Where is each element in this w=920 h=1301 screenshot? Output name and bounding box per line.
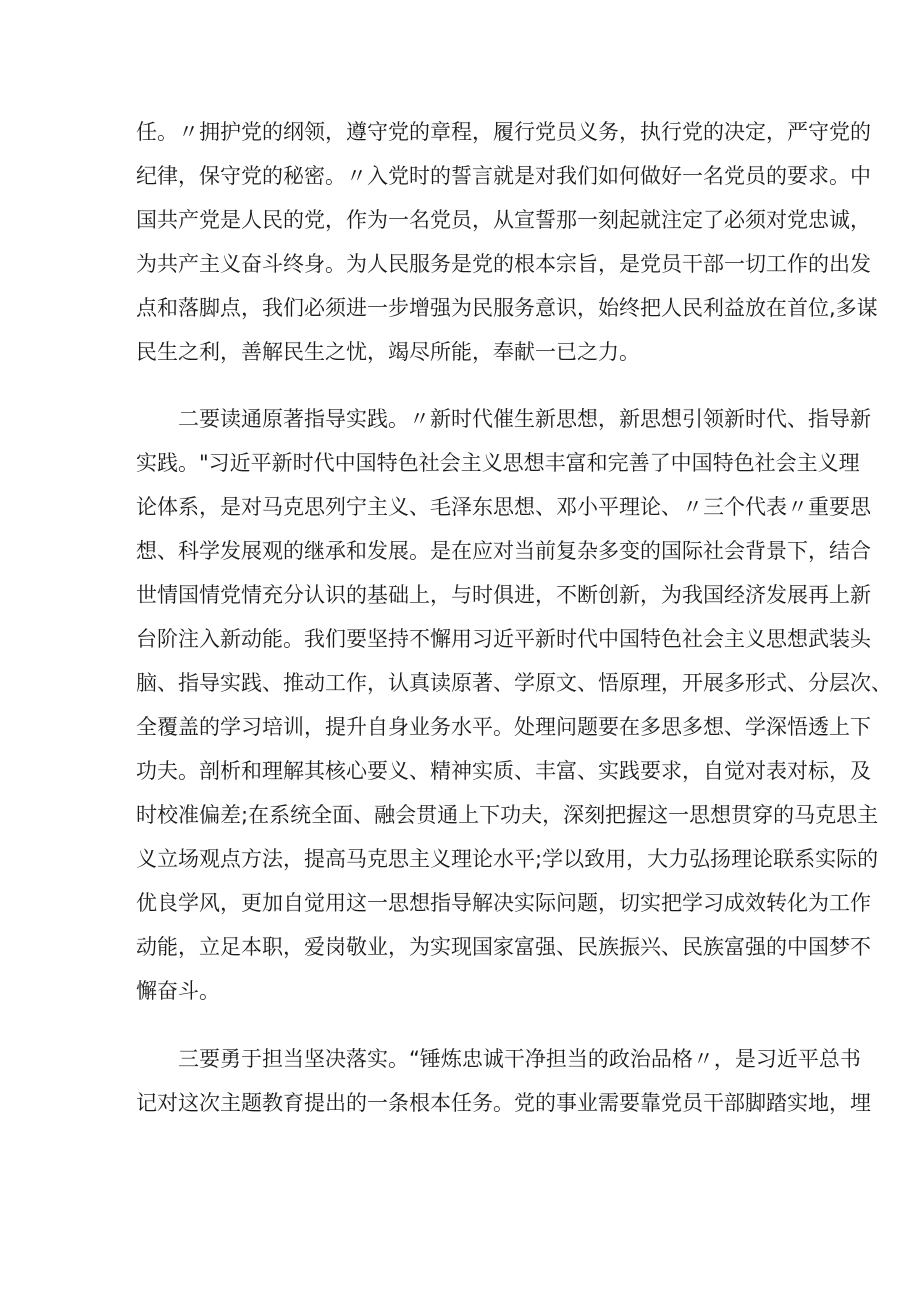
paragraph-line: 记对这次主题教育提出的一条根本任务。党的事业需要靠党员干部脚踏实地，埋 (136, 1091, 871, 1115)
paragraph-line: 动能，立足本职，爱岗敬业，为实现国家富强、民族振兴、民族富强的中国梦不 (136, 935, 871, 959)
paragraph-line: 世情国情党情充分认识的基础上，与时俱进，不断创新，为我国经济发展再上新 (136, 583, 871, 607)
paragraph-line: 纪律，保守党的秘密。〃入党时的誓言就是对我们如何做好一名党员的要求。中 (136, 164, 871, 188)
paragraph-line: 时校准偏差;在系统全面、融会贯通上下功夫，深刻把握这一思想贯穿的马克思主 (136, 803, 879, 827)
paragraph-line: 二要读通原著指导实践。〃新时代催生新思想，新思想引领新时代、指导新 (178, 407, 871, 431)
paragraph-line: 点和落脚点，我们必须进一步增强为民服务意识，始终把人民利益放在首位,多谋 (136, 296, 878, 320)
paragraph-line: 懈奋斗。 (136, 979, 220, 1003)
paragraph-line: 全覆盖的学习培训，提升自身业务水平。处理问题要在多思多想、学深悟透上下 (136, 715, 871, 739)
paragraph-line: 民生之利，善解民生之忧，竭尽所能，奉献一已之力。 (136, 340, 640, 364)
paragraph-line: 功夫。剖析和理解其核心要义、精神实质、丰富、实践要求，自觉对表对标，及 (136, 759, 871, 783)
paragraph-line: 想、科学发展观的继承和发展。是在应对当前复杂多变的国际社会背景下，结合 (136, 539, 871, 563)
paragraph-line: 国共产党是人民的党，作为一名党员，从宣誓那一刻起就注定了必须对党忠诚， (136, 208, 871, 232)
paragraph-line: 实践。"习近平新时代中国特色社会主义思想丰富和完善了中国特色社会主义理 (136, 451, 860, 475)
paragraph-line: 脑、指导实践、推动工作，认真读原著、学原文、悟原理，开展多形式、分层次、 (136, 671, 892, 695)
paragraph-line: 为共产主义奋斗终身。为人民服务是党的根本宗旨，是党员干部一切工作的出发 (136, 252, 871, 276)
paragraph-line: 义立场观点方法，提高马克思主义理论水平;学以致用，大力弘扬理论联系实际的 (136, 847, 879, 871)
paragraph-line: 论体系，是对马克思列宁主义、毛泽东思想、邓小平理论、〃三个代表〃重要思 (136, 495, 871, 519)
paragraph-line: 台阶注入新动能。我们要坚持不懈用习近平新时代中国特色社会主义思想武装头 (136, 627, 871, 651)
paragraph-line: 三要勇于担当坚决落实。“锤炼忠诚干净担当的政治品格〃，是习近平总书 (178, 1047, 861, 1071)
paragraph-line: 任。〃拥护党的纲领，遵守党的章程，履行党员义务，执行党的决定，严守党的 (136, 120, 871, 144)
paragraph-line: 优良学风，更加自觉用这一思想指导解决实际问题，切实把学习成效转化为工作 (136, 891, 871, 915)
